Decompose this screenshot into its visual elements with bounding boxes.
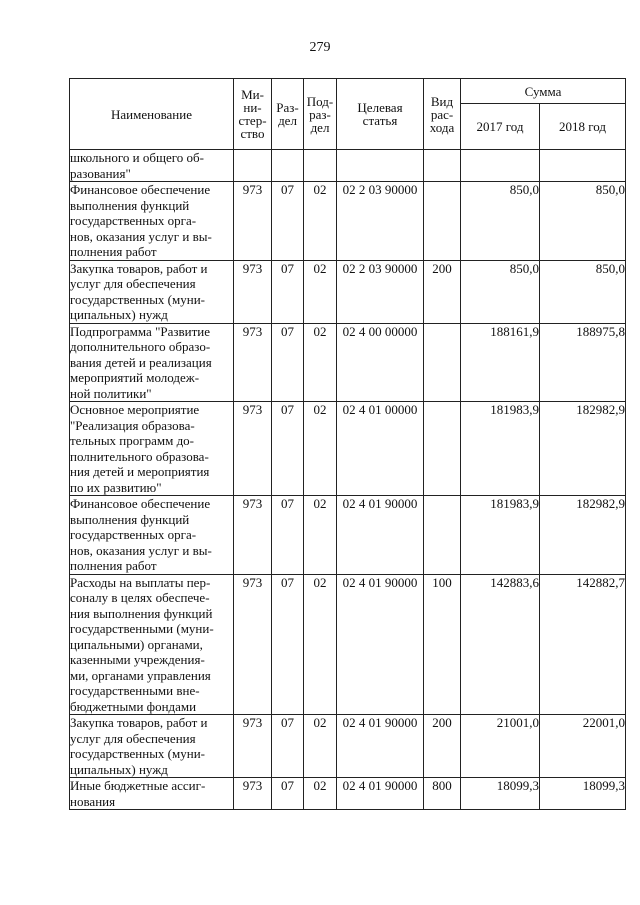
header-target: Целевая статья	[337, 79, 424, 150]
row-expense-type	[424, 150, 461, 182]
row-section: 07	[272, 574, 304, 715]
row-sum-2018: 22001,0	[540, 715, 626, 778]
row-ministry: 973	[234, 574, 272, 715]
table-row	[70, 150, 626, 182]
row-sum-2017: 142883,6	[461, 574, 540, 715]
table-row	[70, 778, 626, 810]
row-name: школьного и общего об- разования"	[70, 150, 234, 182]
row-expense-type: 200	[424, 260, 461, 323]
row-expense-type	[424, 496, 461, 575]
row-expense-type	[424, 182, 461, 261]
row-expense-type	[424, 323, 461, 402]
row-sum-2017	[461, 150, 540, 182]
row-sum-2017: 181983,9	[461, 496, 540, 575]
row-sum-2018: 142882,7	[540, 574, 626, 715]
header-year-2018: 2018 год	[540, 104, 626, 150]
row-sum-2017: 21001,0	[461, 715, 540, 778]
row-name: Финансовое обеспечение выполнения функций государственных орга- нов, оказания услуг и вы- полнения работ	[70, 496, 234, 575]
budget-table	[69, 78, 626, 810]
row-target: 02 4 01 00000	[337, 402, 424, 496]
header-year-2017: 2017 год	[461, 104, 540, 150]
header-sum: Сумма	[461, 79, 626, 104]
row-sum-2017: 850,0	[461, 260, 540, 323]
row-ministry: 973	[234, 496, 272, 575]
row-sum-2018	[540, 150, 626, 182]
row-sum-2018: 182982,9	[540, 496, 626, 575]
row-name: Финансовое обеспечение выполнения функций государственных орга- нов, оказания услуг и вы- полнения работ	[70, 182, 234, 261]
row-section: 07	[272, 182, 304, 261]
row-subsection: 02	[304, 715, 337, 778]
row-section: 07	[272, 323, 304, 402]
row-sum-2018: 18099,3	[540, 778, 626, 810]
row-name: Подпрограмма "Развитие дополнительного образо- вания детей и реализация мероприятий молодеж- ной политики"	[70, 323, 234, 402]
row-name: Расходы на выплаты пер- соналу в целях обеспече- ния выполнения функций государственными (муни- ципальными) органами, казенными учреждения- ми, органами управления государственными вне- бюджетными фондами	[70, 574, 234, 715]
row-section: 07	[272, 402, 304, 496]
row-sum-2017: 181983,9	[461, 402, 540, 496]
table-row	[70, 496, 626, 575]
row-ministry: 973	[234, 778, 272, 810]
row-subsection: 02	[304, 778, 337, 810]
row-target: 02 4 01 90000	[337, 496, 424, 575]
header-name: Наименование	[70, 79, 234, 150]
row-ministry: 973	[234, 715, 272, 778]
row-ministry: 973	[234, 182, 272, 261]
row-section: 07	[272, 260, 304, 323]
page-number: 279	[309, 40, 331, 55]
row-expense-type: 100	[424, 574, 461, 715]
table-row	[70, 402, 626, 496]
table-header	[70, 79, 626, 150]
row-ministry	[234, 150, 272, 182]
row-name: Иные бюджетные ассиг- нования	[70, 778, 234, 810]
row-sum-2018: 850,0	[540, 182, 626, 261]
row-subsection: 02	[304, 402, 337, 496]
row-sum-2017: 18099,3	[461, 778, 540, 810]
row-name: Закупка товаров, работ и услуг для обеспечения государственных (муни- ципальных) нужд	[70, 260, 234, 323]
row-target	[337, 150, 424, 182]
row-expense-type: 200	[424, 715, 461, 778]
table-row	[70, 715, 626, 778]
table-row	[70, 182, 626, 261]
row-expense-type	[424, 402, 461, 496]
row-target: 02 4 01 90000	[337, 715, 424, 778]
row-section: 07	[272, 715, 304, 778]
row-subsection: 02	[304, 260, 337, 323]
row-name: Основное мероприятие "Реализация образова- тельных программ до- полнительного образова- ния детей и мероприятия по их развитию"	[70, 402, 234, 496]
header-ministry: Ми- ни- стер- ство	[234, 79, 272, 150]
row-ministry: 973	[234, 402, 272, 496]
row-section: 07	[272, 496, 304, 575]
row-target: 02 4 01 90000	[337, 778, 424, 810]
row-ministry: 973	[234, 260, 272, 323]
row-target: 02 4 00 00000	[337, 323, 424, 402]
row-ministry: 973	[234, 323, 272, 402]
row-section	[272, 150, 304, 182]
row-sum-2018: 850,0	[540, 260, 626, 323]
row-target: 02 2 03 90000	[337, 260, 424, 323]
header-subsection: Под- раз- дел	[304, 79, 337, 150]
row-expense-type: 800	[424, 778, 461, 810]
row-name: Закупка товаров, работ и услуг для обеспечения государственных (муни- ципальных) нужд	[70, 715, 234, 778]
row-sum-2018: 188975,8	[540, 323, 626, 402]
row-sum-2018: 182982,9	[540, 402, 626, 496]
row-sum-2017: 850,0	[461, 182, 540, 261]
header-expense-type: Вид рас- хода	[424, 79, 461, 150]
row-subsection	[304, 150, 337, 182]
table-row	[70, 574, 626, 715]
row-subsection: 02	[304, 182, 337, 261]
table-body	[70, 150, 626, 810]
row-subsection: 02	[304, 323, 337, 402]
table-row	[70, 260, 626, 323]
table-row	[70, 323, 626, 402]
row-subsection: 02	[304, 496, 337, 575]
header-section: Раз- дел	[272, 79, 304, 150]
row-target: 02 4 01 90000	[337, 574, 424, 715]
row-section: 07	[272, 778, 304, 810]
row-target: 02 2 03 90000	[337, 182, 424, 261]
row-subsection: 02	[304, 574, 337, 715]
row-sum-2017: 188161,9	[461, 323, 540, 402]
